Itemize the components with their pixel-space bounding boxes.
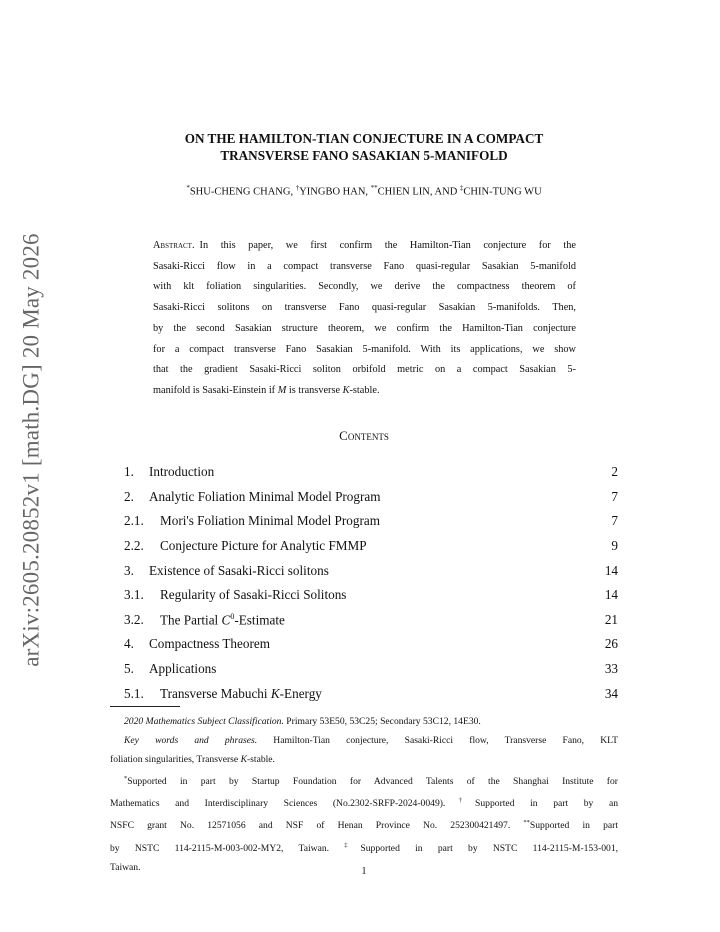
- support-text: Supported in part by an: [475, 798, 619, 810]
- abstract-text: is transverse: [286, 384, 343, 396]
- abstract-line: [153, 236, 576, 257]
- toc-title-text: Transverse Mabuchi: [160, 685, 271, 701]
- support-text: Supported in part by NSTC 114-2115-M-153-001,: [360, 842, 619, 854]
- toc-page: 33: [604, 661, 618, 677]
- abstract-line: for a compact transverse Fano Sasakian 5-manifold. With its applications, we show: [153, 343, 576, 355]
- toc-number: 2.1.: [124, 513, 144, 529]
- footnote-mark: *: [124, 775, 128, 782]
- math-symbol: C: [221, 612, 231, 628]
- keywords-text: Hamilton-Tian conjecture, Sasaki-Ricci flow, Transverse Fano, KLT: [257, 735, 618, 746]
- toc-title: Applications: [149, 661, 217, 677]
- toc-page: 7: [611, 513, 618, 529]
- toc-entry[interactable]: [124, 558, 618, 583]
- support-text: Mathematics and Interdisciplinary Sciences (No.2302-SRFP-2024-0049).: [110, 798, 446, 810]
- toc-entry[interactable]: [124, 534, 618, 559]
- toc-page: 2: [611, 464, 618, 480]
- msc-label: 2020 Mathematics Subject Classification.: [124, 716, 284, 727]
- toc-page: 14: [604, 587, 618, 603]
- toc-number: 4.: [124, 636, 134, 652]
- toc-title: Conjecture Picture for Analytic FMMP: [160, 538, 367, 554]
- support-text: Supported in part by Startup Foundation for Advanced Talents of the Shanghai Institute for: [127, 776, 618, 788]
- toc-entry[interactable]: [124, 485, 618, 510]
- toc-entry[interactable]: [124, 608, 618, 633]
- abstract-text: manifold is Sasaki-Einstein if: [153, 384, 278, 396]
- abstract: [153, 236, 576, 402]
- footnote-mark: ‡: [344, 841, 361, 849]
- support-footnote: Taiwan.: [110, 861, 141, 873]
- toc-entry[interactable]: [124, 632, 618, 657]
- support-footnote: [110, 769, 618, 791]
- toc-number: 2.2.: [124, 538, 144, 554]
- abstract-line: Sasaki-Ricci flow in a compact transverse Fano quasi-regular Sasakian 5-manifold: [153, 260, 576, 272]
- author-4: CHIN-TUNG WU: [463, 186, 542, 198]
- toc-page: 26: [604, 636, 618, 652]
- msc-text: Primary 53E50, 53C25; Secondary 53C12, 14E30.: [283, 716, 481, 727]
- footnote-mark: **: [523, 819, 530, 827]
- keywords-text: foliation singularities, Transverse: [110, 754, 241, 765]
- toc-title: [160, 686, 322, 702]
- math-superscript: 0: [230, 611, 235, 621]
- support-footnote: [110, 791, 618, 813]
- title-line-2: TRANSVERSE FANO SASAKIAN 5-MANIFOLD: [220, 148, 508, 163]
- support-text: Supported in part: [529, 820, 618, 832]
- abstract-line: [153, 381, 576, 402]
- abstract-heading: Abstract.: [153, 240, 195, 251]
- contents-heading: Contents: [339, 428, 389, 443]
- author-1: SHU-CHENG CHANG,: [189, 186, 296, 198]
- arxiv-identifier-stamp: [10, 233, 54, 667]
- author-4-mark: ‡: [459, 184, 464, 192]
- support-text: by NSTC 114-2115-M-003-002-MY2, Taiwan.: [110, 842, 345, 854]
- abstract-line: with klt foliation singularities. Secondly, we derive the compactness theorem of: [153, 281, 576, 293]
- toc-number: 5.1.: [124, 685, 144, 701]
- toc-page: 14: [604, 562, 618, 578]
- toc-number: 3.2.: [124, 611, 144, 627]
- abstract-line: that the gradient Sasaki-Ricci soliton orbifold metric on a compact Sasakian 5-: [153, 364, 576, 376]
- author-3: CHIEN LIN, AND: [377, 186, 460, 198]
- paper-title: [110, 130, 618, 164]
- keywords-text: -stable.: [246, 754, 275, 765]
- toc-title: Existence of Sasaki-Ricci solitons: [149, 562, 329, 578]
- support-footnote: [110, 813, 618, 835]
- math-symbol: K: [270, 685, 280, 701]
- author-1-mark: *: [186, 184, 190, 192]
- toc-title: Compactness Theorem: [149, 636, 270, 652]
- abstract-line: by the second Sasakian structure theorem, we confirm the Hamilton-Tian conjecture: [153, 322, 576, 334]
- support-text: NSFC grant No. 12571056 and NSF of Henan Province No. 252300421497.: [110, 820, 524, 832]
- toc-number: 1.: [124, 464, 134, 480]
- toc-number: 2.: [124, 488, 134, 504]
- toc-number: 3.1.: [124, 587, 144, 603]
- toc-title: Analytic Foliation Minimal Model Program: [149, 488, 381, 504]
- keywords-footnote: [110, 731, 618, 750]
- title-line-1: ON THE HAMILTON-TIAN CONJECTURE IN A COMPACT: [184, 131, 544, 146]
- toc-title-text: -Energy: [279, 685, 322, 701]
- toc-title: [160, 612, 285, 628]
- page-number: 1: [361, 866, 367, 877]
- toc-title: Introduction: [149, 464, 215, 480]
- author-2-mark: †: [295, 184, 300, 192]
- toc-number: 5.: [124, 661, 134, 677]
- keywords-label: Key words and phrases.: [124, 735, 258, 746]
- toc-entry[interactable]: [124, 583, 618, 608]
- math-symbol: K: [342, 384, 350, 396]
- keywords-footnote-cont: [110, 750, 618, 769]
- support-footnote: [110, 836, 618, 858]
- author-list: [110, 184, 618, 198]
- toc-entry[interactable]: [124, 681, 618, 706]
- table-of-contents: [124, 460, 618, 706]
- toc-entry[interactable]: [124, 509, 618, 534]
- toc-entry[interactable]: [124, 657, 618, 682]
- math-symbol: K: [240, 754, 247, 765]
- abstract-text: -stable.: [349, 384, 380, 396]
- author-3-mark: **: [370, 184, 378, 192]
- abstract-text: In this paper, we first confirm the Hamilton-Tian conjecture for the: [199, 240, 576, 251]
- toc-title-text: The Partial: [160, 612, 222, 628]
- toc-page: 34: [604, 685, 618, 701]
- toc-page: 9: [611, 538, 618, 554]
- footnote-rule: [110, 706, 180, 707]
- toc-title: Mori's Foliation Minimal Model Program: [160, 513, 380, 529]
- toc-title: Regularity of Sasaki-Ricci Solitons: [160, 587, 347, 603]
- footnote-mark: †: [445, 797, 476, 805]
- toc-entry[interactable]: [124, 460, 618, 485]
- abstract-line: Sasaki-Ricci solitons on transverse Fano quasi-regular Sasakian 5-manifolds. Then,: [153, 302, 576, 314]
- toc-page: 7: [611, 488, 618, 504]
- arxiv-identifier-text: arXiv:2605.20852v1 [math.DG] 20 May 2026: [19, 233, 45, 667]
- math-symbol: M: [277, 384, 287, 396]
- footnotes: [110, 712, 618, 877]
- toc-number: 3.: [124, 562, 134, 578]
- toc-page: 21: [604, 611, 618, 627]
- toc-title-text: -Estimate: [234, 612, 285, 628]
- msc-footnote: [110, 712, 618, 731]
- author-2: YINGBO HAN,: [299, 186, 371, 198]
